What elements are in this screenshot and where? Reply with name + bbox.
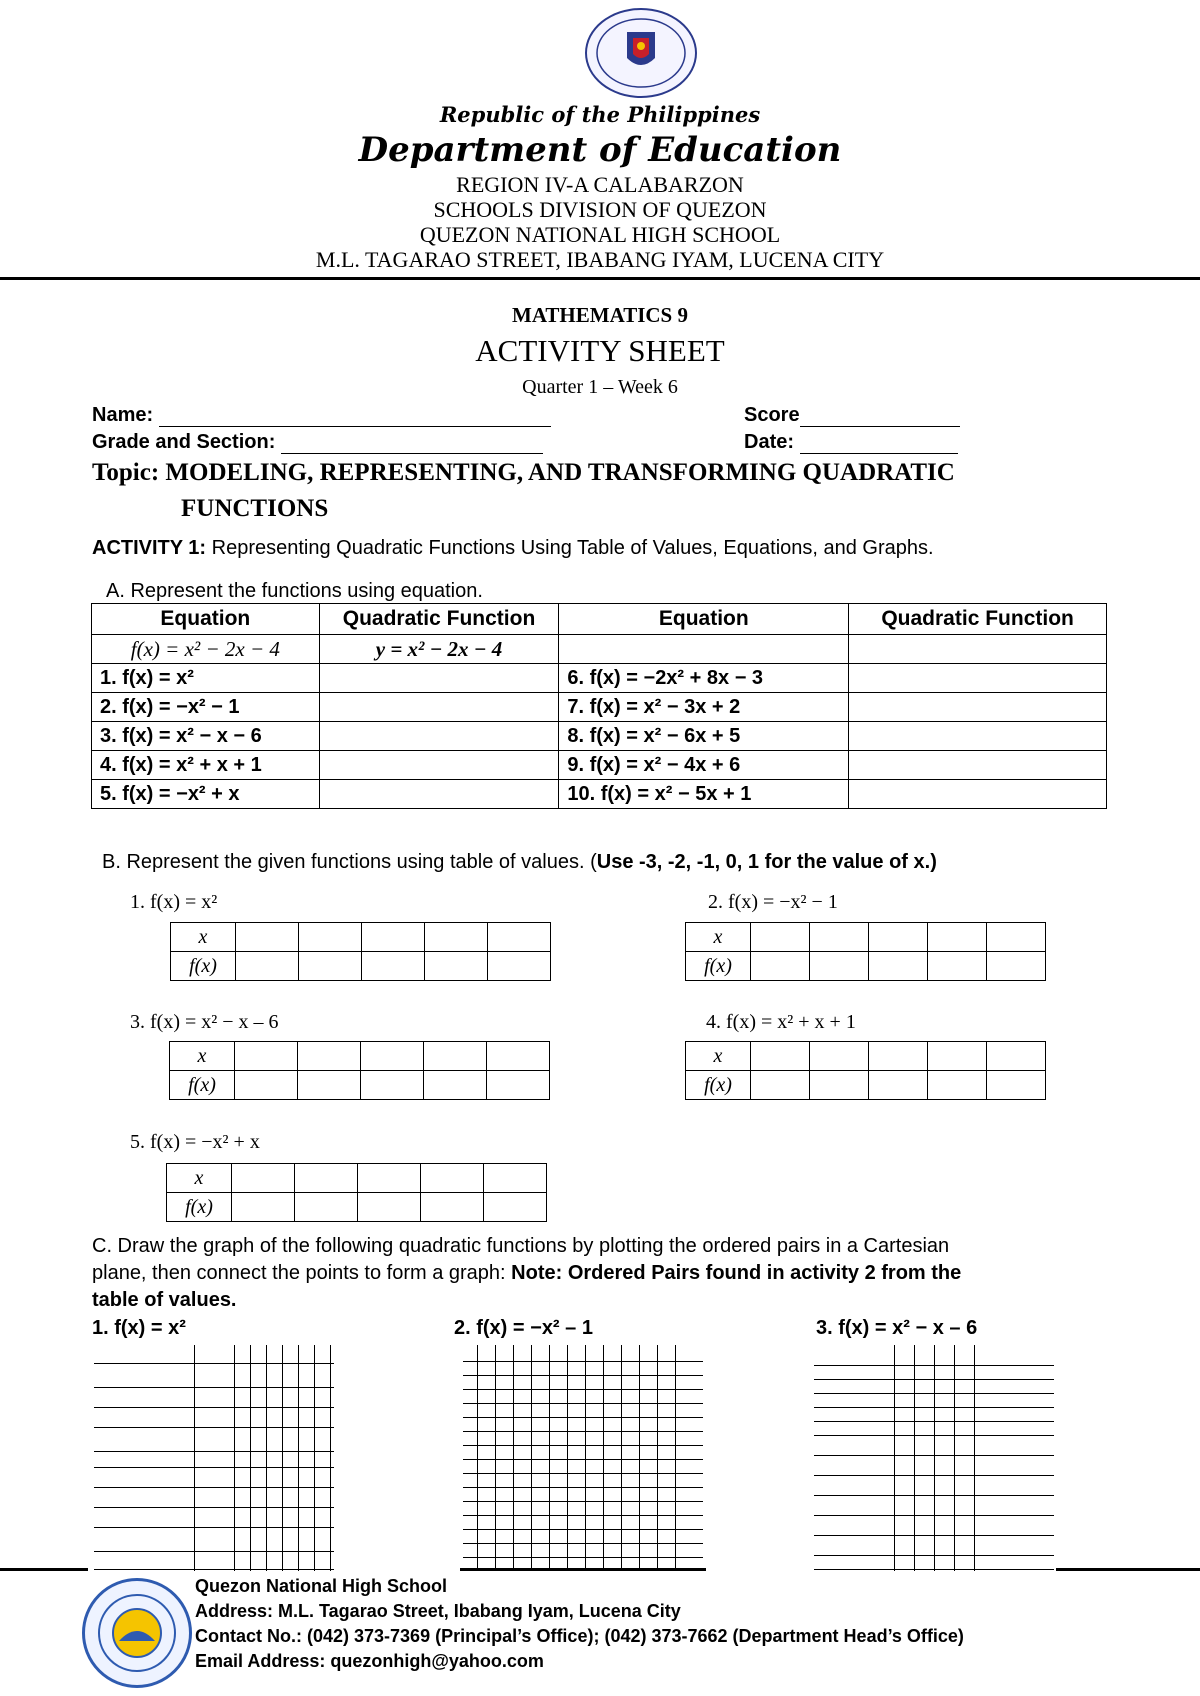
grid-hline <box>814 1435 1054 1436</box>
grid-hline <box>463 1459 703 1460</box>
table-of-values-5 <box>166 1163 547 1222</box>
tov-label-3: 3. f(x) = x² − x – 6 <box>130 1011 279 1033</box>
grid-vline <box>495 1345 496 1571</box>
equation-7: 7. f(x) = x² − 3x + 2 <box>559 693 849 722</box>
answer-1[interactable] <box>319 664 559 693</box>
grid-hline <box>814 1535 1054 1536</box>
grid-vline <box>675 1345 676 1571</box>
table-of-values-2 <box>685 922 1046 981</box>
answer-9[interactable] <box>849 751 1107 780</box>
score-blank[interactable] <box>800 408 960 427</box>
grid-vline <box>477 1345 478 1571</box>
partC-line-2 <box>92 1262 961 1285</box>
equation-9: 9. f(x) = x² − 4x + 6 <box>559 751 849 780</box>
grid-hline <box>94 1487 334 1488</box>
row-x-label: x <box>686 1042 751 1071</box>
partA-instruction: A. Represent the functions using equation. <box>106 580 483 602</box>
header-equation-2: Equation <box>559 604 849 635</box>
row-x-label: x <box>170 1042 235 1071</box>
deped-seal <box>585 8 697 98</box>
equation-3: 3. f(x) = x² − x − 6 <box>92 722 320 751</box>
grid-vline <box>234 1345 235 1571</box>
partB-instruction-plain: B. Represent the given functions using table of values. ( <box>102 851 597 873</box>
grid-vline <box>531 1345 532 1571</box>
address-line: M.L. TAGARAO STREET, IBABANG IYAM, LUCENA CITY <box>315 247 885 272</box>
quarter-line: Quarter 1 – Week 6 <box>522 376 678 398</box>
school-seal-graphic <box>85 1581 189 1685</box>
grid-hline <box>94 1407 334 1408</box>
grid-hline <box>94 1427 334 1428</box>
header-quadratic-1: Quadratic Function <box>319 604 559 635</box>
grid-hline <box>814 1407 1054 1408</box>
grid-vline <box>585 1345 586 1571</box>
answer-7[interactable] <box>849 693 1107 722</box>
partC-line-2-plain: plane, then connect the points to form a graph: <box>92 1262 512 1284</box>
subject-title: MATHEMATICS 9 <box>512 303 688 327</box>
footer-divider-mid <box>460 1568 706 1571</box>
header-quadratic-2: Quadratic Function <box>849 604 1107 635</box>
partC-line-2-bold: Note: Ordered Pairs found in activity 2 from the <box>511 1262 962 1284</box>
graph-grid-2[interactable] <box>463 1345 703 1571</box>
name-field[interactable] <box>92 404 551 427</box>
grid-vline <box>194 1345 195 1571</box>
grid-hline <box>463 1543 703 1544</box>
grid-hline <box>94 1507 334 1508</box>
grid-hline <box>463 1501 703 1502</box>
deped-seal-graphic <box>587 10 695 96</box>
grid-vline <box>549 1345 550 1571</box>
republic-line: Republic of the Philippines <box>439 102 761 127</box>
topic-line-1 <box>92 459 955 487</box>
table-row <box>92 664 1107 693</box>
activity1-label: ACTIVITY 1: <box>92 537 207 559</box>
grid-hline <box>94 1467 334 1468</box>
footer-contact: Contact No.: (042) 373-7369 (Principal’s Office); (042) 373-7662 (Department Head’s Office) <box>195 1626 964 1646</box>
equation-2: 2. f(x) = −x² − 1 <box>92 693 320 722</box>
division-line: SCHOOLS DIVISION OF QUEZON <box>433 197 767 222</box>
department-line: Department of Education <box>358 130 842 170</box>
table-row <box>92 780 1107 809</box>
table-row <box>92 722 1107 751</box>
grid-hline <box>463 1473 703 1474</box>
footer-school: Quezon National High School <box>195 1576 447 1596</box>
graph-label-1: 1. f(x) = x² <box>92 1317 186 1339</box>
table-of-values-3 <box>169 1041 550 1100</box>
equation-1: 1. f(x) = x² <box>92 664 320 693</box>
grid-vline <box>657 1345 658 1571</box>
answer-2[interactable] <box>319 693 559 722</box>
row-fx-label: f(x) <box>170 1071 235 1100</box>
tov-label-5: 5. f(x) = −x² + x <box>130 1131 260 1153</box>
date-label: Date: <box>744 431 795 453</box>
example-equation: f(x) = x² − 2x − 4 <box>92 635 320 664</box>
grid-hline <box>94 1387 334 1388</box>
topic-text-1: MODELING, REPRESENTING, AND TRANSFORMING QUADRATIC <box>165 459 955 486</box>
equation-8: 8. f(x) = x² − 6x + 5 <box>559 722 849 751</box>
table-row <box>92 693 1107 722</box>
grid-vline <box>567 1345 568 1571</box>
footer-divider-right <box>1056 1568 1200 1571</box>
grid-vline <box>314 1345 315 1571</box>
table-of-values-4 <box>685 1041 1046 1100</box>
graph-label-2: 2. f(x) = −x² – 1 <box>454 1317 593 1339</box>
grade-label: Grade and Section: <box>92 431 276 453</box>
score-label: Score <box>744 404 800 426</box>
grade-blank[interactable] <box>281 435 543 454</box>
answer-5[interactable] <box>319 780 559 809</box>
grid-hline <box>463 1375 703 1376</box>
grid-vline <box>621 1345 622 1571</box>
example-blank-function[interactable] <box>849 635 1107 664</box>
row-x-label: x <box>167 1164 232 1193</box>
school-line: QUEZON NATIONAL HIGH SCHOOL <box>419 222 781 247</box>
score-field[interactable] <box>744 404 960 427</box>
grid-hline <box>814 1365 1054 1366</box>
grid-vline <box>330 1345 331 1571</box>
grid-vline <box>266 1345 267 1571</box>
equation-table-header <box>92 604 1107 635</box>
grid-vline <box>603 1345 604 1571</box>
row-fx-label: f(x) <box>686 952 751 981</box>
grid-hline <box>814 1555 1054 1556</box>
grid-hline <box>94 1527 334 1528</box>
date-blank[interactable] <box>800 435 958 454</box>
school-seal <box>82 1578 192 1688</box>
name-blank[interactable] <box>159 408 551 427</box>
grade-field[interactable] <box>92 431 543 454</box>
partB-instruction-bold: Use -3, -2, -1, 0, 1 for the value of x.) <box>596 851 937 873</box>
graph-label-3: 3. f(x) = x² − x – 6 <box>816 1317 978 1339</box>
name-label: Name: <box>92 404 154 426</box>
tov-label-4: 4. f(x) = x² + x + 1 <box>706 1011 856 1033</box>
answer-10[interactable] <box>849 780 1107 809</box>
grid-hline <box>94 1569 334 1570</box>
topic-label: Topic: <box>92 459 160 486</box>
grid-hline <box>463 1557 703 1558</box>
table-of-values-1 <box>170 922 551 981</box>
footer-address: Address: M.L. Tagarao Street, Ibabang Iyam, Lucena City <box>195 1601 681 1621</box>
grid-hline <box>463 1445 703 1446</box>
grid-hline <box>463 1431 703 1432</box>
tov-label-2: 2. f(x) = −x² − 1 <box>708 891 838 913</box>
topic-line-2: FUNCTIONS <box>181 495 329 522</box>
grid-hline <box>94 1363 334 1364</box>
example-function: y = x² − 2x − 4 <box>319 635 559 664</box>
grid-hline <box>463 1417 703 1418</box>
row-x-label: x <box>171 923 236 952</box>
grid-hline <box>814 1475 1054 1476</box>
grid-hline <box>463 1389 703 1390</box>
row-fx-label: f(x) <box>167 1193 232 1222</box>
grid-vline <box>250 1345 251 1571</box>
date-field[interactable] <box>744 431 958 454</box>
grid-hline <box>463 1529 703 1530</box>
grid-hline <box>814 1455 1054 1456</box>
answer-6[interactable] <box>849 664 1107 693</box>
grid-hline <box>463 1487 703 1488</box>
row-fx-label: f(x) <box>686 1071 751 1100</box>
grid-hline <box>814 1393 1054 1394</box>
graph-grid-1[interactable] <box>94 1345 334 1571</box>
answer-4[interactable] <box>319 751 559 780</box>
header-equation-1: Equation <box>92 604 320 635</box>
header-divider <box>0 277 1200 280</box>
equation-6: 6. f(x) = −2x² + 8x − 3 <box>559 664 849 693</box>
row-fx-label: f(x) <box>171 952 236 981</box>
equation-5: 5. f(x) = −x² + x <box>92 780 320 809</box>
grid-vline <box>298 1345 299 1571</box>
activity1-text: Representing Quadratic Functions Using Table of Values, Equations, and Graphs. <box>211 537 934 559</box>
answer-8[interactable] <box>849 722 1107 751</box>
partC-line-1: C. Draw the graph of the following quadratic functions by plotting the ordered pairs in a Cartesian <box>92 1235 950 1257</box>
example-blank-equation[interactable] <box>559 635 849 664</box>
grid-hline <box>814 1515 1054 1516</box>
grid-hline <box>814 1421 1054 1422</box>
grid-hline <box>463 1515 703 1516</box>
grid-vline <box>639 1345 640 1571</box>
grid-hline <box>463 1361 703 1362</box>
grid-vline <box>282 1345 283 1571</box>
grid-hline <box>814 1379 1054 1380</box>
activity1-line <box>92 537 934 560</box>
sheet-title: ACTIVITY SHEET <box>475 333 725 368</box>
grid-vline <box>513 1345 514 1571</box>
partC-line-3: table of values. <box>92 1289 237 1311</box>
table-row <box>92 751 1107 780</box>
row-x-label: x <box>686 923 751 952</box>
footer-divider-left <box>0 1568 88 1571</box>
equation-table <box>91 603 1107 809</box>
table-row-example <box>92 635 1107 664</box>
grid-hline <box>814 1495 1054 1496</box>
footer-email[interactable]: Email Address: quezonhigh@yahoo.com <box>195 1651 544 1671</box>
partB-instruction <box>102 851 937 874</box>
tov-label-1: 1. f(x) = x² <box>130 891 218 913</box>
grid-hline <box>94 1551 334 1552</box>
region-line: REGION IV-A CALABARZON <box>456 172 744 197</box>
grid-hline <box>94 1451 334 1452</box>
grid-hline <box>814 1569 1054 1570</box>
equation-10: 10. f(x) = x² − 5x + 1 <box>559 780 849 809</box>
grid-hline <box>463 1403 703 1404</box>
answer-3[interactable] <box>319 722 559 751</box>
graph-grid-3[interactable] <box>814 1345 1054 1571</box>
equation-4: 4. f(x) = x² + x + 1 <box>92 751 320 780</box>
